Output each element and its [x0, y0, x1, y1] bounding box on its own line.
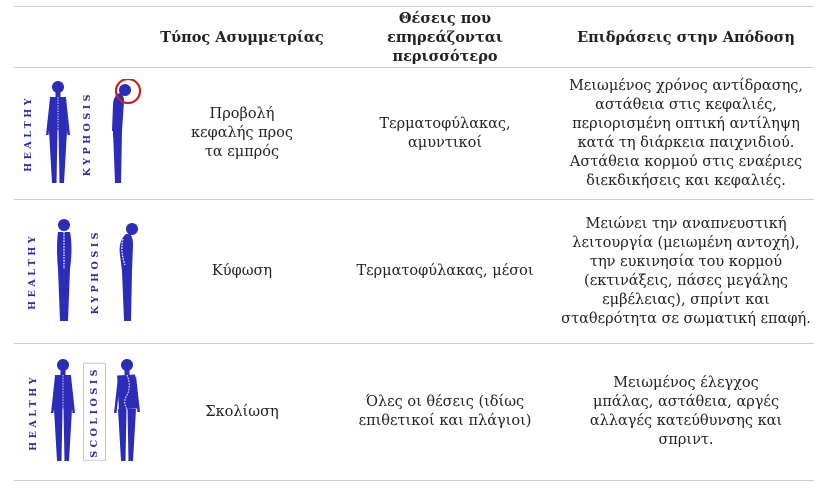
asymmetry-type: Κύφωση [211, 263, 273, 279]
illustration-cell [14, 200, 152, 344]
performance-effects: Μειωμένος χρόνος αντίδρασης, αστάθεια στις κεφαλιές, περιορισμένη οπτική αντίληψη κατά τη διάρκεια παιχνιδιού. Αστάθεια κορμού στις εναέριες διεκδικήσεις και κεφαλιές. [568, 77, 804, 189]
forward-head-figure [103, 79, 147, 189]
healthy-back-figure [49, 357, 77, 467]
header-type: Τύπος Ασυμμετρίας [160, 28, 324, 46]
table-row [14, 344, 814, 481]
header-positions: Θέσεις που επηρεάζονται περισσότερο [387, 9, 503, 65]
kyphosis-label: KYPHOSIS [90, 228, 101, 315]
healthy-back-figure [44, 79, 72, 189]
healthy-label: HEALTHY [28, 373, 39, 451]
header-row [14, 7, 814, 68]
performance-effects: Μειωμένος έλεγχος μπάλας, αστάθεια, αργές αλλαγές κατεύθυνσης και σπριντ. [589, 375, 783, 448]
kyphosis-label: KYPHOSIS [82, 90, 93, 177]
healthy-label: HEALTHY [27, 233, 38, 310]
illustration-cell [14, 344, 152, 481]
affected-positions: Τερματοφύλακας, αμυντικοί [379, 115, 511, 151]
affected-positions: Όλες οι θέσεις (ιδίως επιθετικοί και πλάγιοι) [358, 394, 532, 429]
healthy-label: HEALTHY [23, 95, 34, 172]
kyphosis-figure [111, 217, 143, 327]
illustration-cell [14, 68, 152, 200]
table-row [14, 200, 814, 344]
scoliosis-label: SCOLIOSIS [83, 363, 106, 461]
table-row [14, 68, 814, 200]
header-illustration [14, 7, 152, 68]
performance-effects: Μειώνει την αναπνευστική λειτουργία (μειωμένη αντοχή), την ευκινησία του κορμού (εκτινάξεις, πάσες μεγάλης εμβέλειας), σπρίντ και σταθερότητα σε σωματική επαφή. [561, 215, 811, 327]
asymmetry-table [14, 6, 814, 481]
affected-positions: Τερματοφύλακας, μέσοι [356, 263, 534, 279]
header-effects: Επιδράσεις στην Απόδοση [577, 28, 795, 46]
asymmetry-type: Σκολίωση [205, 403, 279, 420]
scoliosis-figure [112, 357, 142, 467]
healthy-side-figure [48, 217, 80, 327]
asymmetry-type: Προβολή κεφαλής προς τα εμπρός [190, 106, 294, 160]
